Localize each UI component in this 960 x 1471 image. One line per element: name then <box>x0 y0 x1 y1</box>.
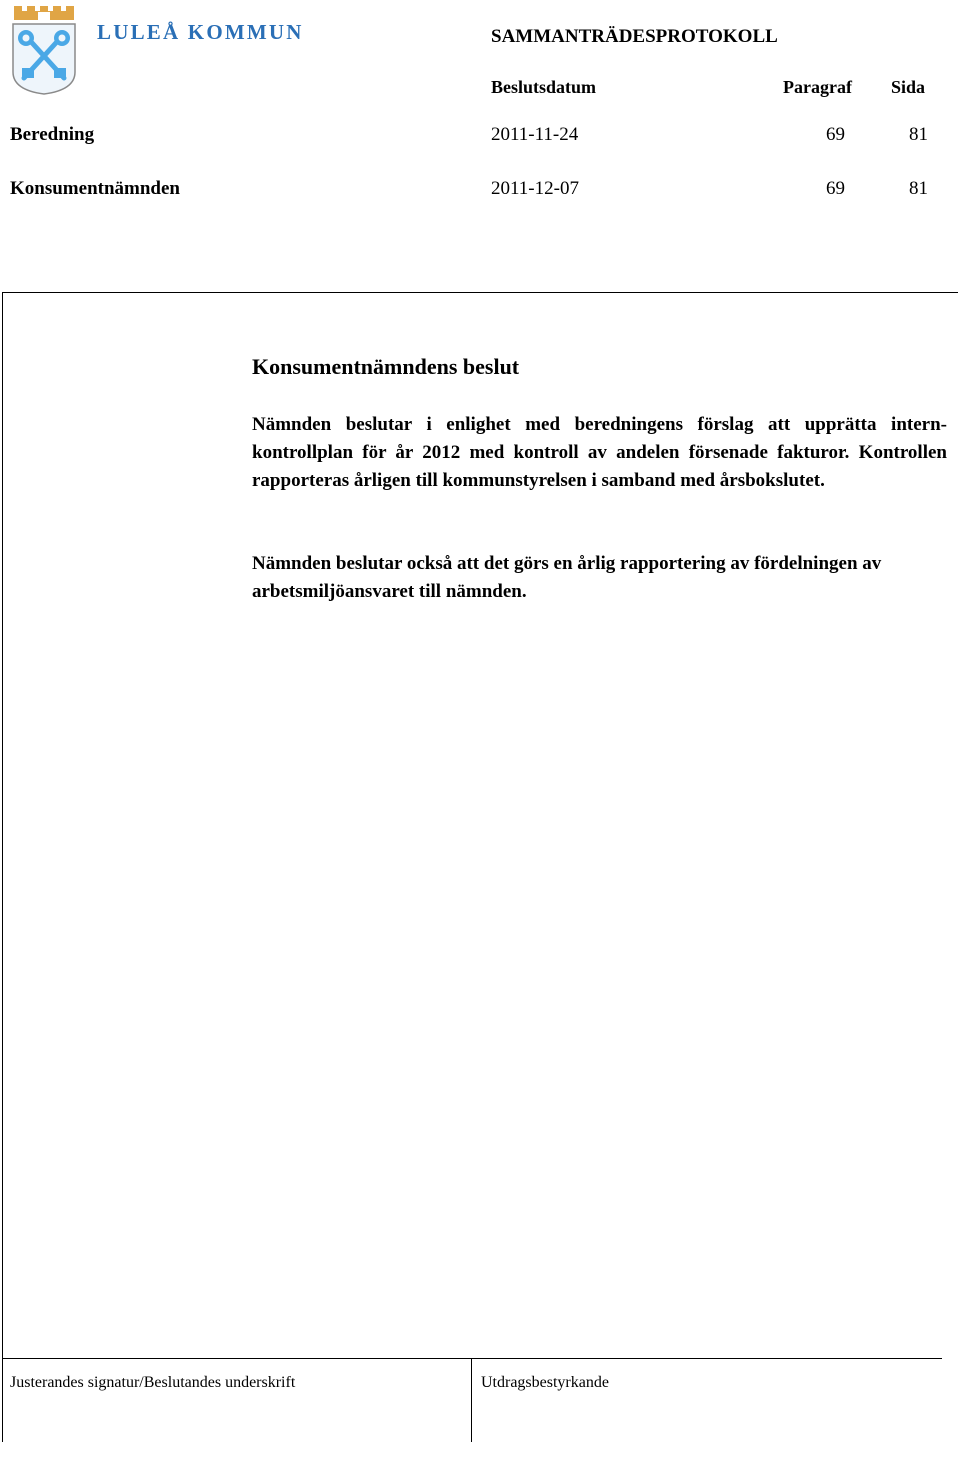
row-body-label: Konsumentnämnden <box>10 178 180 199</box>
row-body-label: Beredning <box>10 124 95 145</box>
organization-name: LULEÅ KOMMUN <box>97 20 304 44</box>
coat-of-arms-keys-icon <box>10 4 78 96</box>
row-date: 2011-12-07 <box>491 178 579 199</box>
section-title: Konsumentnämndens beslut <box>252 354 520 379</box>
row-paragraph: 69 <box>826 178 845 199</box>
row-date: 2011-11-24 <box>491 124 579 145</box>
footer-column-divider <box>471 1358 472 1442</box>
frame-left-border <box>2 292 3 1442</box>
row-paragraph: 69 <box>826 124 845 145</box>
decision-paragraph: Nämnden beslutar också att det görs en årlig rapportering av fördelningen av arbetsmiljöansvaret till nämnden. <box>252 553 882 602</box>
certification-field-label: Utdragsbestyrkande <box>481 1374 609 1391</box>
frame-top-border <box>2 292 958 293</box>
footer-divider <box>2 1358 942 1359</box>
column-header-paragraph: Paragraf <box>783 77 852 97</box>
signature-field-label: Justerandes signatur/Beslutandes underskrift <box>10 1374 296 1391</box>
column-header-decision-date: Beslutsdatum <box>491 77 597 97</box>
document-type: SAMMANTRÄDESPROTOKOLL <box>491 26 778 47</box>
decision-paragraph: Nämnden beslutar i enlighet med beredningens förslag att upprätta internkontrollplan för år 2012 med kontroll av andelen försenade fakturor. Kontrollen rapporteras årligen till kommunstyrelsen i samband med årsbokslutet. <box>252 414 947 491</box>
row-page: 81 <box>909 178 928 199</box>
row-page: 81 <box>909 124 928 145</box>
column-header-page: Sida <box>891 77 926 97</box>
